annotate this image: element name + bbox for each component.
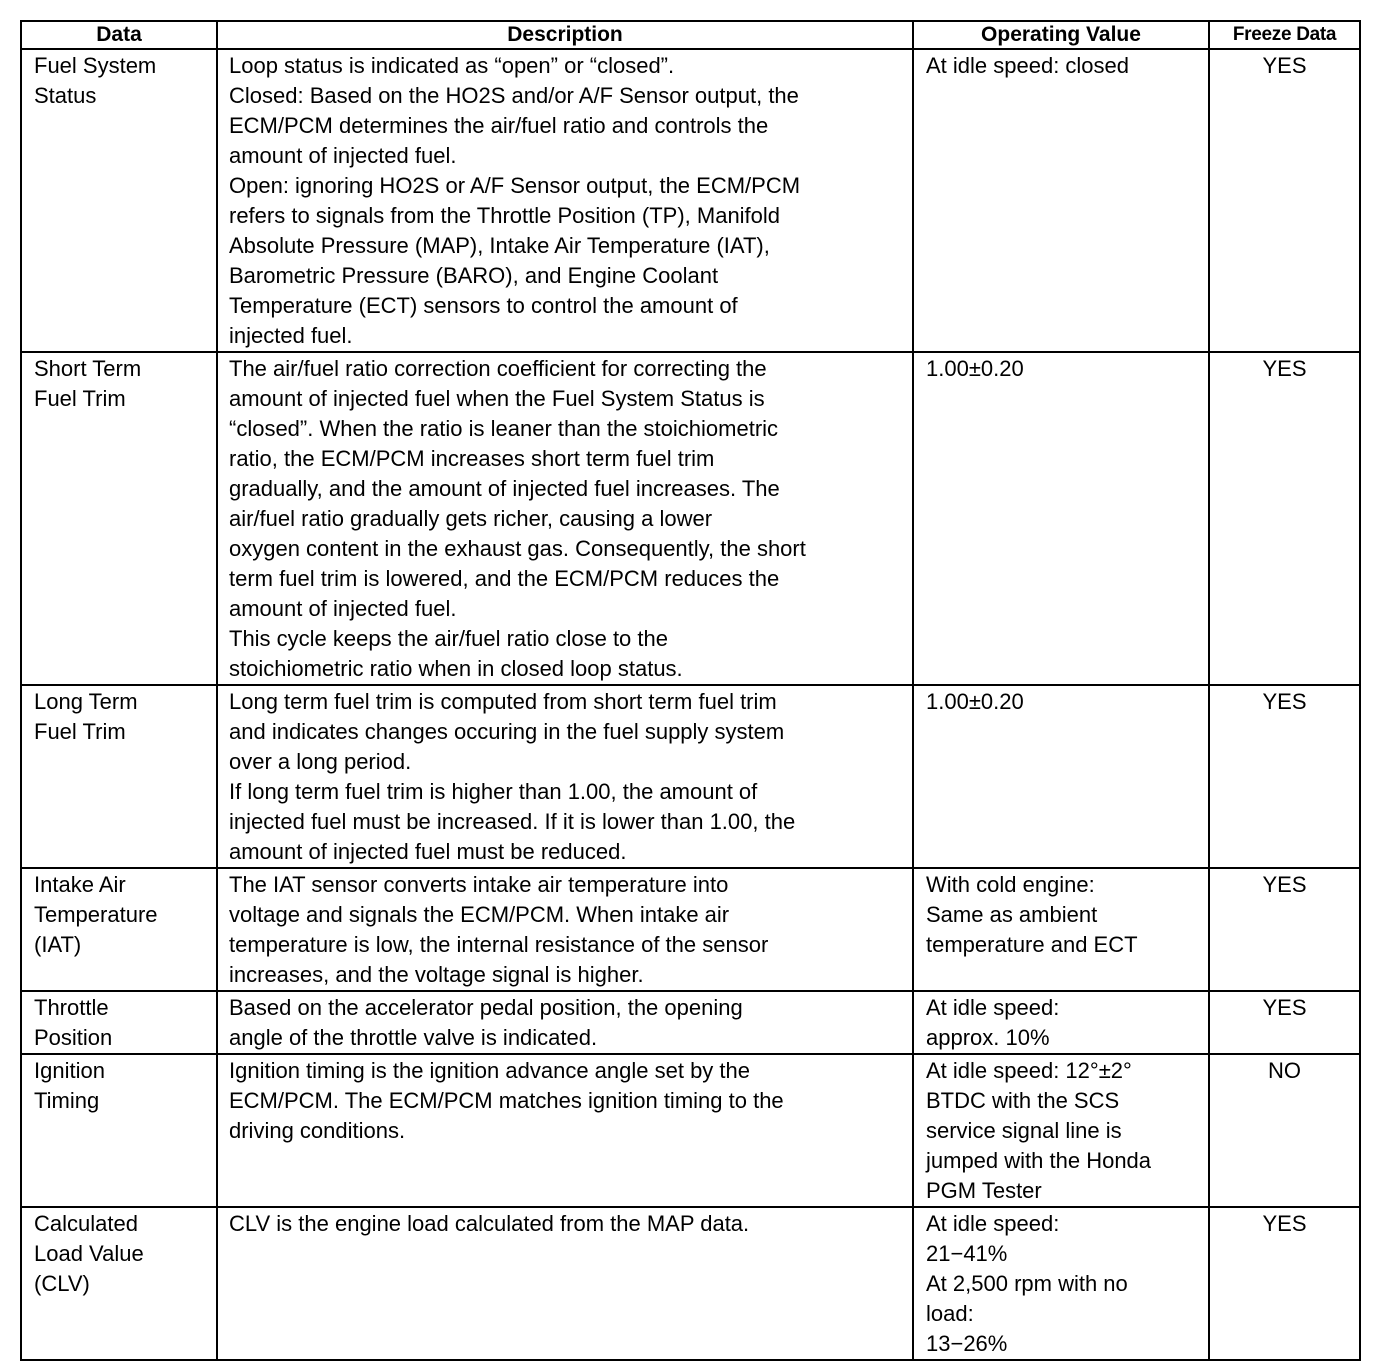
cell-operating-value bbox=[913, 352, 1209, 685]
cell-description-line: stoichiometric ratio when in closed loop status. bbox=[229, 656, 683, 681]
cell-description-line: gradually, and the amount of injected fuel increases. The bbox=[229, 476, 780, 501]
cell-operating-value-line: At 2,500 rpm with no bbox=[926, 1271, 1128, 1296]
cell-data-line: Throttle bbox=[34, 995, 109, 1020]
cell-operating-value-line: approx. 10% bbox=[926, 1025, 1050, 1050]
cell-operating-value bbox=[913, 1054, 1209, 1207]
cell-operating-value-line: At idle speed: bbox=[926, 995, 1060, 1020]
cell-freeze-data: YES bbox=[1209, 991, 1360, 1054]
cell-description-line: CLV is the engine load calculated from the MAP data. bbox=[229, 1211, 750, 1236]
cell-description bbox=[217, 1054, 913, 1207]
cell-freeze-data: YES bbox=[1209, 868, 1360, 991]
cell-description-line: driving conditions. bbox=[229, 1118, 406, 1143]
cell-description-line: Based on the accelerator pedal position, the opening bbox=[229, 995, 743, 1020]
cell-description bbox=[217, 352, 913, 685]
table-row bbox=[21, 991, 1360, 1054]
cell-data bbox=[21, 868, 217, 991]
cell-data-line: Long Term bbox=[34, 689, 138, 714]
cell-data bbox=[21, 1207, 217, 1360]
header-description: Description bbox=[217, 21, 913, 49]
cell-data-line: Short Term bbox=[34, 356, 142, 381]
cell-description-line: ratio, the ECM/PCM increases short term fuel trim bbox=[229, 446, 715, 471]
cell-operating-value bbox=[913, 685, 1209, 868]
cell-operating-value-line: With cold engine: bbox=[926, 872, 1095, 897]
cell-data-line: Ignition bbox=[34, 1058, 105, 1083]
cell-description bbox=[217, 685, 913, 868]
header-freeze-data: Freeze Data bbox=[1209, 21, 1360, 49]
cell-operating-value-line: jumped with the Honda bbox=[926, 1148, 1152, 1173]
cell-description-line: ECM/PCM. The ECM/PCM matches ignition timing to the bbox=[229, 1088, 784, 1113]
cell-description-line: amount of injected fuel. bbox=[229, 143, 457, 168]
cell-operating-value-line: PGM Tester bbox=[926, 1178, 1042, 1203]
cell-description-line: The IAT sensor converts intake air temperature into bbox=[229, 872, 729, 897]
cell-description-line: Barometric Pressure (BARO), and Engine Coolant bbox=[229, 263, 719, 288]
cell-data-line: Fuel Trim bbox=[34, 386, 126, 411]
cell-description-line: Absolute Pressure (MAP), Intake Air Temperature (IAT), bbox=[229, 233, 770, 258]
cell-description-line: Temperature (ECT) sensors to control the amount of bbox=[229, 293, 738, 318]
cell-data-line: (IAT) bbox=[34, 932, 82, 957]
cell-operating-value-line: At idle speed: bbox=[926, 1211, 1060, 1236]
cell-data-line: Timing bbox=[34, 1088, 100, 1113]
cell-operating-value-line: temperature and ECT bbox=[926, 932, 1138, 957]
table-row bbox=[21, 352, 1360, 685]
cell-operating-value-line: At idle speed: 12°±2° bbox=[926, 1058, 1132, 1083]
cell-description-line: If long term fuel trim is higher than 1.00, the amount of bbox=[229, 779, 758, 804]
cell-operating-value bbox=[913, 49, 1209, 352]
cell-operating-value-line: At idle speed: closed bbox=[926, 53, 1130, 78]
table-row bbox=[21, 1207, 1360, 1360]
table-row bbox=[21, 868, 1360, 991]
cell-data-line: Fuel Trim bbox=[34, 719, 126, 744]
cell-data-line: (CLV) bbox=[34, 1271, 90, 1296]
cell-description-line: increases, and the voltage signal is higher. bbox=[229, 962, 644, 987]
header-row bbox=[21, 21, 1360, 49]
cell-freeze-data: YES bbox=[1209, 352, 1360, 685]
cell-description-line: voltage and signals the ECM/PCM. When intake air bbox=[229, 902, 730, 927]
cell-operating-value bbox=[913, 868, 1209, 991]
data-table-sheet bbox=[20, 20, 1359, 1361]
cell-data-line: Intake Air bbox=[34, 872, 126, 897]
cell-data bbox=[21, 49, 217, 352]
header-data: Data bbox=[21, 21, 217, 49]
cell-description-line: Long term fuel trim is computed from short term fuel trim bbox=[229, 689, 777, 714]
table-row bbox=[21, 49, 1360, 352]
cell-operating-value-line: BTDC with the SCS bbox=[926, 1088, 1120, 1113]
cell-description-line: Open: ignoring HO2S or A/F Sensor output, the ECM/PCM bbox=[229, 173, 801, 198]
cell-operating-value-line: 21−41% bbox=[926, 1241, 1008, 1266]
cell-data bbox=[21, 1054, 217, 1207]
cell-description-line: This cycle keeps the air/fuel ratio close to the bbox=[229, 626, 668, 651]
cell-operating-value-line: service signal line is bbox=[926, 1118, 1122, 1143]
cell-description bbox=[217, 991, 913, 1054]
cell-description-line: amount of injected fuel when the Fuel System Status is bbox=[229, 386, 765, 411]
cell-freeze-data: YES bbox=[1209, 685, 1360, 868]
cell-data-line: Temperature bbox=[34, 902, 158, 927]
cell-description-line: refers to signals from the Throttle Position (TP), Manifold bbox=[229, 203, 781, 228]
cell-operating-value-line: Same as ambient bbox=[926, 902, 1098, 927]
cell-operating-value-line: load: bbox=[926, 1301, 974, 1326]
cell-description-line: air/fuel ratio gradually gets richer, causing a lower bbox=[229, 506, 713, 531]
cell-operating-value bbox=[913, 991, 1209, 1054]
cell-description-line: term fuel trim is lowered, and the ECM/PCM reduces the bbox=[229, 566, 780, 591]
cell-freeze-data: NO bbox=[1209, 1054, 1360, 1207]
cell-data-line: Load Value bbox=[34, 1241, 144, 1266]
cell-operating-value-line: 1.00±0.20 bbox=[926, 356, 1024, 381]
cell-freeze-data: YES bbox=[1209, 49, 1360, 352]
cell-operating-value bbox=[913, 1207, 1209, 1360]
cell-description-line: injected fuel. bbox=[229, 323, 353, 348]
cell-description-line: Loop status is indicated as “open” or “closed”. bbox=[229, 53, 675, 78]
table-row bbox=[21, 685, 1360, 868]
cell-operating-value-line: 1.00±0.20 bbox=[926, 689, 1024, 714]
cell-data-line: Status bbox=[34, 83, 97, 108]
cell-description-line: Ignition timing is the ignition advance angle set by the bbox=[229, 1058, 750, 1083]
cell-operating-value-line: 13−26% bbox=[926, 1331, 1008, 1356]
cell-description-line: amount of injected fuel. bbox=[229, 596, 457, 621]
cell-description-line: temperature is low, the internal resistance of the sensor bbox=[229, 932, 769, 957]
cell-freeze-data: YES bbox=[1209, 1207, 1360, 1360]
cell-data-line: Fuel System bbox=[34, 53, 157, 78]
cell-description-line: amount of injected fuel must be reduced. bbox=[229, 839, 627, 864]
cell-description-line: Closed: Based on the HO2S and/or A/F Sensor output, the bbox=[229, 83, 799, 108]
cell-description-line: oxygen content in the exhaust gas. Consequently, the short bbox=[229, 536, 806, 561]
cell-data bbox=[21, 685, 217, 868]
cell-description-line: angle of the throttle valve is indicated. bbox=[229, 1025, 598, 1050]
cell-description bbox=[217, 1207, 913, 1360]
cell-description-line: “closed”. When the ratio is leaner than the stoichiometric bbox=[229, 416, 779, 441]
cell-data-line: Position bbox=[34, 1025, 113, 1050]
cell-description bbox=[217, 868, 913, 991]
cell-description-line: The air/fuel ratio correction coefficient for correcting the bbox=[229, 356, 767, 381]
freeze-data-table bbox=[20, 20, 1361, 1361]
cell-description-line: injected fuel must be increased. If it is lower than 1.00, the bbox=[229, 809, 796, 834]
cell-description-line: and indicates changes occuring in the fuel supply system bbox=[229, 719, 785, 744]
cell-description-line: ECM/PCM determines the air/fuel ratio and controls the bbox=[229, 113, 769, 138]
cell-data-line: Calculated bbox=[34, 1211, 138, 1236]
cell-data bbox=[21, 991, 217, 1054]
table-row bbox=[21, 1054, 1360, 1207]
header-operating-value: Operating Value bbox=[913, 21, 1209, 49]
cell-data bbox=[21, 352, 217, 685]
cell-description-line: over a long period. bbox=[229, 749, 412, 774]
cell-description bbox=[217, 49, 913, 352]
